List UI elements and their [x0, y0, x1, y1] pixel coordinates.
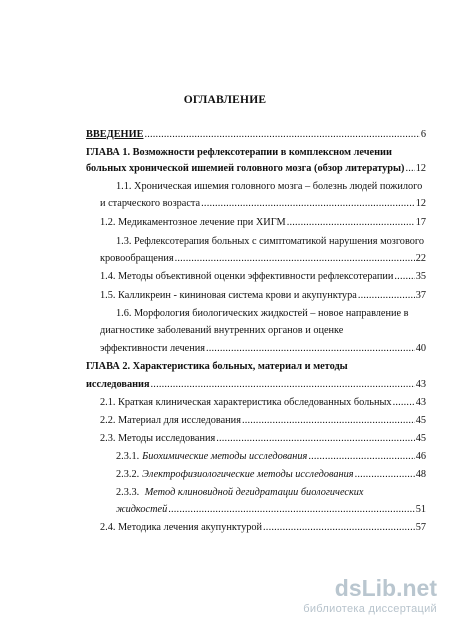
toc-s11-line1[interactable]: 1.1. Хроническая ишемия головного мозга – болезнь людей пожилого: [116, 181, 423, 192]
toc-entry-label: эффективности лечения: [100, 343, 205, 354]
watermark: [281, 575, 450, 619]
toc-entry-label: 1.2. Медикаментозное лечение при ХИГМ: [100, 217, 286, 228]
toc-entry-label: кровообращения: [100, 253, 174, 264]
toc-entry-intro[interactable]: [86, 128, 426, 141]
toc-page-number: 43: [415, 397, 426, 408]
toc-entry-s24[interactable]: [100, 521, 426, 534]
toc-entry-label: 1.4. Методы объективной оценки эффективности рефлексотерапии: [100, 271, 394, 282]
watermark-subtitle: библиотека диссертаций: [303, 603, 437, 615]
toc-entry-ch1[interactable]: [86, 162, 426, 175]
toc-entry-label: Метод клиновидной дегидратации биологических: [144, 487, 364, 498]
toc-entry-label: ВВЕДЕНИЕ: [86, 129, 144, 140]
toc-entry-label: жидкостей: [116, 504, 168, 515]
toc-entry-s21[interactable]: [100, 396, 426, 409]
toc-page-number: 40: [415, 343, 426, 354]
toc-entry-label: исследования: [86, 379, 150, 390]
toc-entry-s232[interactable]: [116, 468, 426, 481]
toc-entry-s14[interactable]: [100, 270, 426, 283]
toc-entry-number: 2.3.2.: [116, 469, 140, 480]
watermark-logo: dsLib.net: [334, 575, 437, 601]
toc-entry-s233[interactable]: [116, 503, 426, 516]
toc-entry-label: больных хронической ишемией головного мозга (обзор литературы): [86, 163, 405, 174]
toc-entry-s23[interactable]: [100, 432, 426, 445]
toc-s16-line2[interactable]: диагностике заболеваний внутренних органов и оценке: [100, 325, 344, 336]
toc-page-number: 35: [415, 271, 426, 282]
toc-entry-s16[interactable]: [100, 342, 426, 355]
toc-page-number: 6: [420, 129, 426, 140]
toc-entry-s231[interactable]: [116, 450, 426, 463]
toc-page-number: 45: [415, 415, 426, 426]
toc-entry-s11[interactable]: [100, 197, 426, 210]
toc-entry-s12[interactable]: [100, 216, 426, 229]
toc-s16-line1[interactable]: 1.6. Морфология биологических жидкостей – новое направление в: [116, 308, 409, 319]
toc-entry-label: и старческого возраста: [100, 198, 201, 209]
toc-entry-number: 2.3.1.: [116, 451, 140, 462]
toc-entry-s22[interactable]: [100, 414, 426, 427]
toc-s13-line1[interactable]: 1.3. Рефлексотерапия больных с симптоматикой нарушения мозгового: [116, 236, 424, 247]
toc-entry-label: 2.1. Краткая клиническая характеристика обследованных больных: [100, 397, 392, 408]
toc-chapter1-line1[interactable]: ГЛАВА 1. Возможности рефлексотерапии в комплексном лечении: [86, 147, 392, 158]
toc-entry-label: Электрофизиологические методы исследования: [142, 469, 354, 480]
toc-entry-ch2[interactable]: [86, 378, 426, 391]
toc-chapter2-line1[interactable]: ГЛАВА 2. Характеристика больных, материал и методы: [86, 361, 348, 372]
toc-page-number: 22: [415, 253, 426, 264]
toc-page-number: 45: [415, 433, 426, 444]
toc-page-number: 17: [415, 217, 426, 228]
toc-page-number: 48: [415, 469, 426, 480]
toc-page-number: 51: [415, 504, 426, 515]
toc-entry-s15[interactable]: [100, 289, 426, 302]
toc-entry-label: 2.4. Методика лечения акупунктурой: [100, 522, 263, 533]
toc-entry-number: 2.3.3.: [116, 487, 140, 498]
toc-entry-label: 2.3. Методы исследования: [100, 433, 216, 444]
toc-entry-s13[interactable]: [100, 252, 426, 265]
toc-entry-label: Биохимические методы исследования: [142, 451, 308, 462]
toc-page-number: 43: [415, 379, 426, 390]
toc-page-number: 37: [415, 290, 426, 301]
toc-s233-line1[interactable]: [116, 486, 363, 499]
page-title: ОГЛАВЛЕНИЕ: [183, 94, 267, 106]
toc-page-number: 12: [415, 163, 426, 174]
toc-entry-label: 2.2. Материал для исследования: [100, 415, 241, 426]
toc-page-number: 57: [415, 522, 426, 533]
toc-entry-label: 1.5. Калликреин - кининовая система крови и акупунктура: [100, 290, 357, 301]
toc-page-number: 12: [415, 198, 426, 209]
toc-page-number: 46: [415, 451, 426, 462]
